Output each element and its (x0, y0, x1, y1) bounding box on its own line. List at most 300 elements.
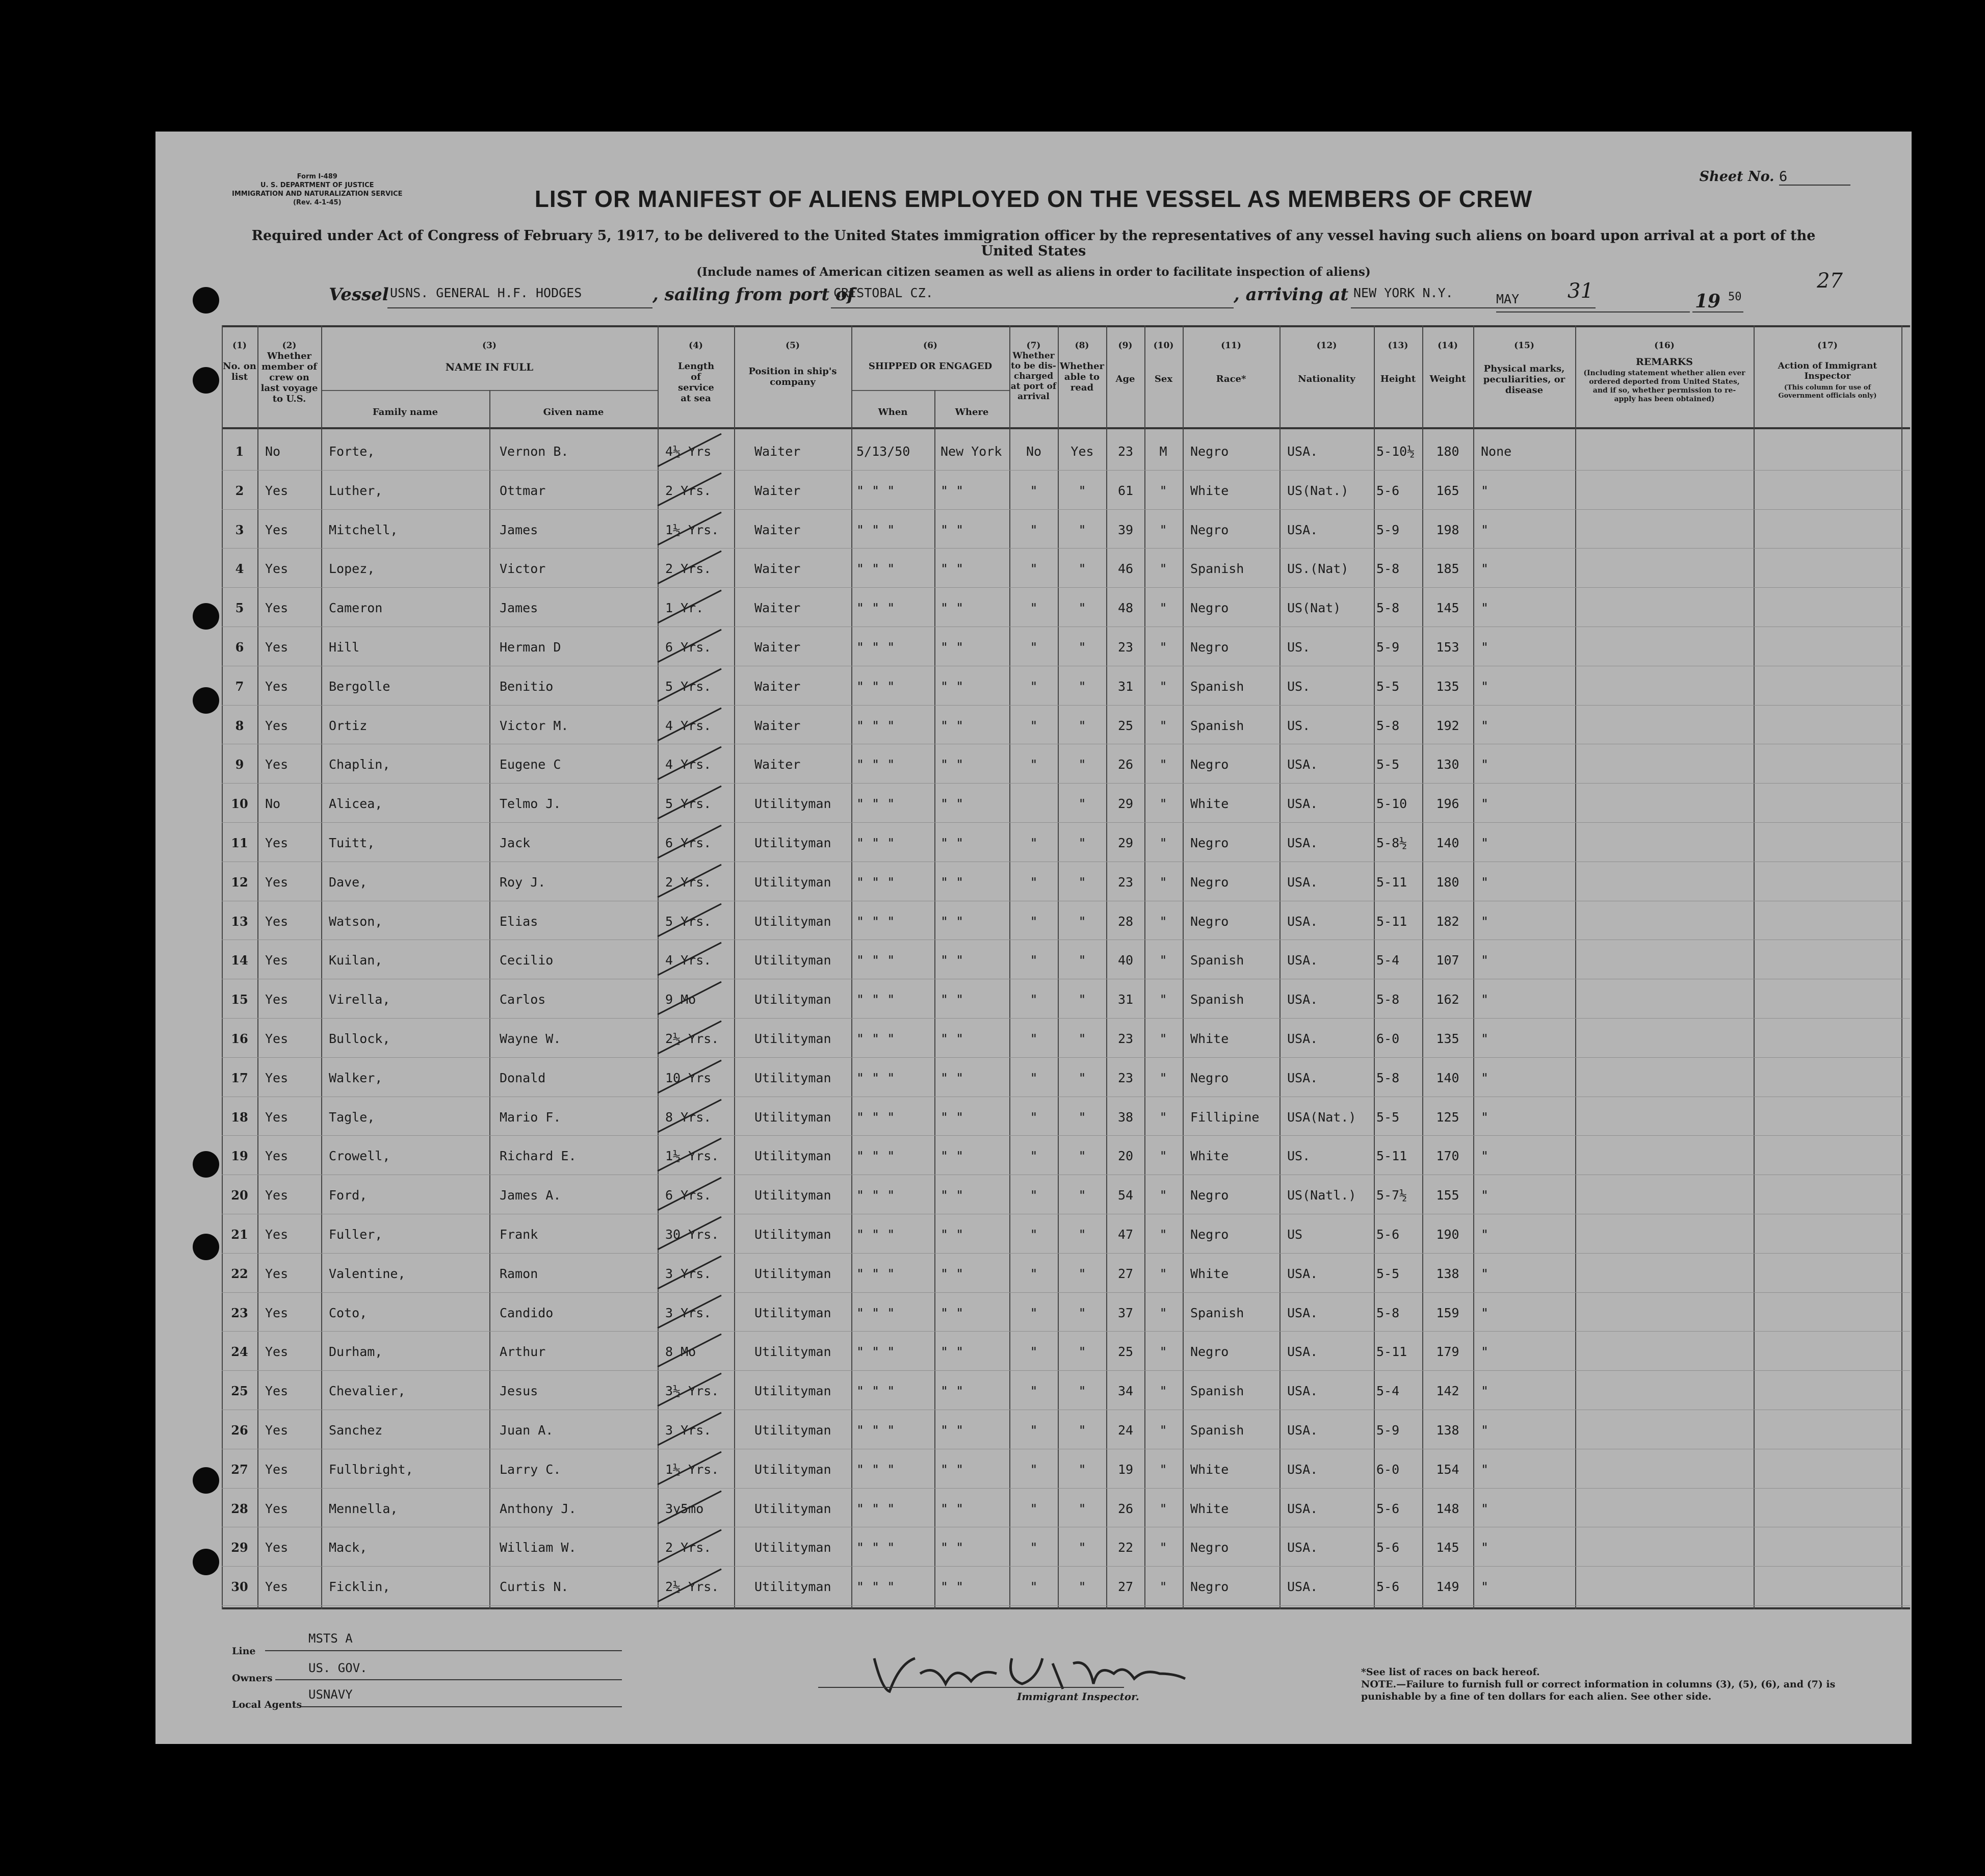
physical-marks-cell: " (1481, 483, 1489, 498)
position-cell: Utilityman (754, 1579, 831, 1595)
nationality-cell: USA. (1287, 1540, 1318, 1555)
height-cell: 5-9 (1376, 1423, 1400, 1438)
age-cell: 54 (1117, 1188, 1134, 1203)
weight-cell: 162 (1436, 992, 1459, 1007)
shipped-when-cell: " " " (856, 1070, 895, 1085)
physical-marks-cell: " (1481, 1423, 1489, 1438)
given-name-cell: Candido (500, 1305, 554, 1320)
shipped-when-cell: " " " (856, 1540, 895, 1555)
sex-cell: " (1159, 836, 1167, 850)
height-cell: 5-10 (1376, 796, 1407, 812)
row-number: 26 (231, 1423, 248, 1438)
able-to-read-cell: " (1078, 601, 1086, 616)
age-cell: 28 (1117, 914, 1134, 929)
able-to-read-cell: " (1078, 796, 1086, 812)
physical-marks-cell: " (1481, 796, 1489, 812)
sex-cell: " (1159, 1188, 1167, 1203)
height-cell: 5-6 (1376, 1227, 1400, 1242)
sex-cell: " (1159, 1462, 1167, 1477)
column-number: (11) (1221, 341, 1241, 351)
family-name-cell: Cameron (329, 601, 383, 616)
nationality-cell: USA. (1287, 1266, 1318, 1281)
family-name-cell: Ficklin, (329, 1579, 390, 1595)
height-cell: 5-8 (1376, 601, 1400, 616)
able-to-read-cell: " (1078, 561, 1086, 577)
service-length-cell: 4 Yrs. (665, 953, 712, 968)
column-sublabel: When (878, 407, 908, 418)
binder-hole (193, 1549, 219, 1575)
position-cell: Utilityman (754, 914, 831, 929)
nationality-cell: US (1287, 1227, 1303, 1242)
binder-hole (193, 603, 219, 630)
check-mark-icon (650, 626, 726, 666)
given-name-cell: Telmo J. (500, 796, 561, 812)
able-to-read-cell: " (1078, 1031, 1086, 1046)
sex-cell: " (1159, 483, 1167, 498)
nationality-cell: USA. (1287, 874, 1318, 890)
shipped-when-cell: " " " (856, 640, 895, 655)
able-to-read-cell: " (1078, 1227, 1086, 1242)
discharge-cell: " (1030, 992, 1038, 1007)
position-cell: Waiter (754, 718, 801, 733)
column-number: (13) (1388, 341, 1408, 351)
weight-cell: 148 (1436, 1501, 1459, 1516)
race-cell: Negro (1190, 836, 1229, 850)
form-id-line: (Rev. 4-1-45) (293, 199, 342, 206)
sex-cell: " (1159, 561, 1167, 577)
column-number: (1) (232, 341, 247, 351)
row-number: 9 (235, 757, 244, 772)
sex-cell: " (1159, 1227, 1167, 1242)
last-voyage-cell: No (265, 444, 281, 459)
shipped-where-cell: " " (941, 561, 964, 577)
local-agents-label: Local Agents (232, 1699, 302, 1710)
shipped-where-cell: " " (941, 1462, 964, 1477)
service-length-cell: 9 Mo (665, 992, 696, 1007)
discharge-cell: " (1030, 914, 1038, 929)
able-to-read-cell: " (1078, 640, 1086, 655)
given-name-cell: Larry C. (500, 1462, 561, 1477)
sex-cell: " (1159, 1149, 1167, 1164)
nationality-cell: USA. (1287, 914, 1318, 929)
race-cell: Spanish (1190, 992, 1244, 1007)
page-number: 27 (1817, 269, 1843, 293)
shipped-where-cell: " " (941, 1579, 964, 1595)
row-number: 19 (231, 1149, 248, 1164)
row-number: 11 (231, 836, 248, 850)
vessel-line (329, 284, 389, 305)
physical-marks-cell: " (1481, 953, 1489, 968)
arrival-month: MAY (1496, 292, 1520, 306)
vessel-name: USNS. GENERAL H.F. HODGES (390, 285, 582, 300)
column-sublabel: Where (955, 407, 989, 418)
check-mark-icon (650, 1448, 726, 1489)
family-name-cell: Mitchell, (329, 522, 398, 537)
discharge-cell: " (1030, 1344, 1038, 1360)
sheet-number (1700, 169, 1850, 186)
height-cell: 5-6 (1376, 483, 1400, 498)
family-name-cell: Kuilan, (329, 953, 383, 968)
age-cell: 31 (1117, 679, 1134, 694)
nationality-cell: USA. (1287, 992, 1318, 1007)
able-to-read-cell: " (1078, 1579, 1086, 1595)
weight-cell: 180 (1436, 874, 1459, 890)
family-name-cell: Mack, (329, 1540, 368, 1555)
physical-marks-cell: None (1481, 444, 1512, 459)
height-cell: 5-8 (1376, 1070, 1400, 1085)
year-prefix: 19 (1695, 291, 1721, 312)
check-mark-icon (650, 978, 726, 1019)
weight-cell: 107 (1436, 953, 1459, 968)
column-number: (7) (1026, 341, 1041, 351)
given-name-cell: Mario F. (500, 1109, 561, 1125)
given-name-cell: Arthur (500, 1344, 546, 1360)
physical-marks-cell: " (1481, 1070, 1489, 1085)
shipped-when-cell: " " " (856, 874, 895, 890)
service-length-cell: 4 Yrs. (665, 757, 712, 772)
check-mark-icon (650, 1056, 726, 1097)
weight-cell: 135 (1436, 679, 1459, 694)
discharge-cell: " (1030, 679, 1038, 694)
shipped-when-cell: " " " (856, 1579, 895, 1595)
physical-marks-cell: " (1481, 1149, 1489, 1164)
row-number: 21 (231, 1227, 248, 1242)
service-length-cell: 8 Yrs. (665, 1109, 712, 1125)
shipped-when-cell: " " " (856, 679, 895, 694)
position-cell: Utilityman (754, 1266, 831, 1281)
nationality-cell: USA. (1287, 836, 1318, 850)
position-cell: Waiter (754, 601, 801, 616)
page-title: LIST OR MANIFEST OF ALIENS EMPLOYED ON THE VESSEL AS MEMBERS OF CREW (534, 186, 1533, 212)
sex-cell: " (1159, 796, 1167, 812)
service-length-cell: 6 Yrs. (665, 1188, 712, 1203)
shipped-when-cell: " " " (856, 1423, 895, 1438)
row-number: 12 (231, 874, 248, 890)
shipped-when-cell: " " " (856, 796, 895, 812)
height-cell: 5-11 (1376, 1344, 1407, 1360)
race-cell: Negro (1190, 1188, 1229, 1203)
given-name-cell: Frank (500, 1227, 538, 1242)
row-number: 5 (235, 601, 244, 616)
able-to-read-cell: " (1078, 1423, 1086, 1438)
shipped-where-cell: " " (941, 1305, 964, 1320)
family-name-cell: Lopez, (329, 561, 375, 577)
column-sublabel: Family name (372, 407, 438, 418)
shipped-where-cell: " " (941, 992, 964, 1007)
nationality-cell: USA. (1287, 444, 1318, 459)
family-name-cell: Bullock, (329, 1031, 390, 1046)
able-to-read-cell: " (1078, 718, 1086, 733)
height-cell: 5-5 (1376, 679, 1400, 694)
discharge-cell: " (1030, 1540, 1038, 1555)
column-number: (8) (1075, 341, 1089, 351)
height-cell: 5-6 (1376, 1540, 1400, 1555)
row-number: 16 (231, 1031, 248, 1046)
shipped-when-cell: " " " (856, 718, 895, 733)
given-name-cell: Carlos (500, 992, 546, 1007)
age-cell: 29 (1117, 796, 1134, 812)
able-to-read-cell: " (1078, 914, 1086, 929)
column-number: (10) (1153, 341, 1174, 351)
race-cell: Spanish (1190, 718, 1244, 733)
shipped-when-cell: " " " (856, 1305, 895, 1320)
family-name-cell: Sanchez (329, 1423, 383, 1438)
physical-marks-cell: " (1481, 718, 1489, 733)
race-cell: Negro (1190, 522, 1229, 537)
able-to-read-cell: Yes (1070, 444, 1094, 459)
family-name-cell: Ortiz (329, 718, 368, 733)
crew-table (222, 325, 1910, 1610)
position-cell: Utilityman (754, 1070, 831, 1085)
position-cell: Utilityman (754, 1109, 831, 1125)
age-cell: 24 (1117, 1423, 1134, 1438)
height-cell: 5-5 (1376, 1266, 1400, 1281)
position-cell: Utilityman (754, 1344, 831, 1360)
check-mark-icon (650, 1291, 726, 1332)
check-mark-icon (650, 547, 726, 588)
column-number: (14) (1438, 341, 1458, 351)
check-mark-icon (650, 1330, 726, 1371)
vessel-label: Vessel (329, 284, 389, 305)
shipped-where-cell: " " (941, 914, 964, 929)
weight-cell: 125 (1436, 1109, 1459, 1125)
age-cell: 27 (1117, 1266, 1134, 1281)
last-voyage-cell: Yes (265, 1462, 289, 1477)
height-cell: 5-8 (1376, 1305, 1400, 1320)
discharge-cell: No (1026, 444, 1042, 459)
able-to-read-cell: " (1078, 679, 1086, 694)
weight-cell: 182 (1436, 914, 1459, 929)
service-length-cell: 3 Yrs. (665, 1266, 712, 1281)
service-length-cell: 4 Yrs. (665, 718, 712, 733)
discharge-cell: " (1030, 1305, 1038, 1320)
nationality-cell: US(Nat) (1287, 601, 1341, 616)
sailing-label: , sailing from port of (652, 284, 855, 305)
sex-cell: " (1159, 1031, 1167, 1046)
family-name-cell: Virella, (329, 992, 390, 1007)
column-note: (This column for use of Government officials only) (1778, 384, 1877, 400)
column-number: (9) (1118, 341, 1133, 351)
shipped-when-cell: " " " (856, 483, 895, 498)
age-cell: 46 (1117, 561, 1134, 577)
binder-hole (193, 1234, 219, 1260)
given-name-cell: Vernon B. (500, 444, 569, 459)
discharge-cell: " (1030, 1423, 1038, 1438)
shipped-when-cell: " " " (856, 1462, 895, 1477)
height-cell: 5-11 (1376, 1149, 1407, 1164)
given-name-cell: James (500, 601, 538, 616)
last-voyage-cell: Yes (265, 1384, 289, 1399)
sex-cell: " (1159, 522, 1167, 537)
check-mark-icon (650, 1369, 726, 1410)
nationality-cell: US. (1287, 1149, 1311, 1164)
local-agents-value: USNAVY (308, 1687, 353, 1702)
row-number: 10 (231, 796, 248, 812)
given-name-cell: Eugene C (500, 757, 561, 772)
row-number: 28 (231, 1501, 248, 1516)
service-length-cell: 2 Yrs. (665, 874, 712, 890)
service-length-cell: 4½ Yrs (665, 444, 712, 459)
sex-cell: " (1159, 992, 1167, 1007)
column-label: REMARKS (1635, 356, 1693, 368)
given-name-cell: Jack (500, 836, 531, 850)
family-name-cell: Tuitt, (329, 836, 375, 850)
weight-cell: 179 (1436, 1344, 1459, 1360)
able-to-read-cell: " (1078, 1501, 1086, 1516)
nationality-cell: US.(Nat) (1287, 561, 1349, 577)
family-name-cell: Alicea, (329, 796, 383, 812)
column-number: (16) (1654, 341, 1675, 351)
sheet-number-label: Sheet No. (1699, 169, 1774, 185)
discharge-cell: " (1030, 718, 1038, 733)
last-voyage-cell: Yes (265, 757, 289, 772)
position-cell: Waiter (754, 483, 801, 498)
discharge-cell: " (1030, 601, 1038, 616)
able-to-read-cell: " (1078, 874, 1086, 890)
race-cell: White (1190, 1501, 1229, 1516)
discharge-cell: " (1030, 1109, 1038, 1125)
discharge-cell: " (1030, 1149, 1038, 1164)
age-cell: 37 (1117, 1305, 1134, 1320)
last-voyage-cell: Yes (265, 561, 289, 577)
row-number: 17 (231, 1070, 248, 1085)
age-cell: 23 (1117, 1070, 1134, 1085)
row-number: 24 (231, 1344, 248, 1360)
shipped-where-cell: " " (941, 1227, 964, 1242)
last-voyage-cell: Yes (265, 1070, 289, 1085)
check-mark-icon (650, 1096, 726, 1136)
owners-value: US. GOV. (308, 1661, 368, 1675)
physical-marks-cell: " (1481, 601, 1489, 616)
note-label: NOTE. (1361, 1679, 1397, 1690)
row-number: 25 (231, 1384, 248, 1399)
binder-hole (193, 367, 219, 394)
nationality-cell: USA. (1287, 1579, 1318, 1595)
column-label: Whether member of crew on last voyage to U.S. (260, 351, 318, 404)
shipped-when-cell: " " " (856, 757, 895, 772)
nationality-cell: USA. (1287, 522, 1318, 537)
height-cell: 5-8 (1376, 561, 1400, 577)
port-from: CRISTOBAL CZ. (833, 285, 933, 300)
form-id-line: IMMIGRATION AND NATURALIZATION SERVICE (232, 190, 403, 198)
shipped-where-cell: " " (941, 757, 964, 772)
family-name-cell: Bergolle (329, 679, 390, 694)
binder-hole (193, 287, 219, 314)
service-length-cell: 3 Yrs. (665, 1423, 712, 1438)
position-cell: Utilityman (754, 1031, 831, 1046)
able-to-read-cell: " (1078, 953, 1086, 968)
nationality-cell: USA. (1287, 953, 1318, 968)
shipped-when-cell: " " " (856, 1109, 895, 1125)
family-name-cell: Crowell, (329, 1149, 390, 1164)
position-cell: Utilityman (754, 1305, 831, 1320)
position-cell: Utilityman (754, 1501, 831, 1516)
nationality-cell: USA. (1287, 1031, 1318, 1046)
nationality-cell: USA. (1287, 796, 1318, 812)
row-number: 30 (231, 1579, 248, 1595)
shipped-when-cell: " " " (856, 1384, 895, 1399)
age-cell: 23 (1117, 640, 1134, 655)
position-cell: Utilityman (754, 1540, 831, 1555)
given-name-cell: Cecilio (500, 953, 554, 968)
shipped-where-cell: " " (941, 953, 964, 968)
shipped-when-cell: " " " (856, 1031, 895, 1046)
height-cell: 5-10½ (1376, 444, 1415, 459)
discharge-cell: " (1030, 1462, 1038, 1477)
race-cell: White (1190, 483, 1229, 498)
check-mark-icon (650, 430, 726, 471)
physical-marks-cell: " (1481, 1109, 1489, 1125)
weight-cell: 140 (1436, 1070, 1459, 1085)
year-suffix: 50 (1728, 291, 1742, 303)
weight-cell: 190 (1436, 1227, 1459, 1242)
check-mark-icon (650, 821, 726, 862)
row-number: 18 (231, 1109, 248, 1125)
weight-cell: 149 (1436, 1579, 1459, 1595)
discharge-cell: " (1030, 1188, 1038, 1203)
nationality-cell: USA. (1287, 1462, 1318, 1477)
given-name-cell: William W. (500, 1540, 577, 1555)
page-subtitle: Required under Act of Congress of February 5, 1917, to be delivered to the United States immigration officer by the representatives of any vessel having such aliens on board upon arrival at a port of the United States (251, 228, 1816, 259)
column-number: (17) (1817, 341, 1838, 351)
shipped-where-cell: " " (941, 1344, 964, 1360)
physical-marks-cell: " (1481, 640, 1489, 655)
position-cell: Utilityman (754, 1384, 831, 1399)
shipped-when-cell: " " " (856, 601, 895, 616)
line-value: MSTS A (308, 1631, 353, 1646)
age-cell: 23 (1117, 874, 1134, 890)
nationality-cell: USA. (1287, 1344, 1318, 1360)
row-number: 6 (235, 640, 244, 655)
family-name-cell: Fuller, (329, 1227, 383, 1242)
service-length-cell: 6 Yrs. (665, 836, 712, 850)
physical-marks-cell: " (1481, 561, 1489, 577)
position-cell: Waiter (754, 522, 801, 537)
check-mark-icon (650, 1526, 726, 1567)
given-name-cell: Richard E. (500, 1149, 577, 1164)
check-mark-icon (650, 665, 726, 706)
weight-cell: 198 (1436, 522, 1459, 537)
physical-marks-cell: " (1481, 992, 1489, 1007)
discharge-cell: " (1030, 1266, 1038, 1281)
family-name-cell: Chevalier, (329, 1384, 406, 1399)
position-cell: Utilityman (754, 874, 831, 890)
last-voyage-cell: Yes (265, 836, 289, 850)
column-label: Position in ship's company (748, 366, 837, 387)
nationality-cell: USA. (1287, 1305, 1318, 1320)
given-name-cell: Roy J. (500, 874, 546, 890)
last-voyage-cell: Yes (265, 914, 289, 929)
position-cell: Utilityman (754, 1462, 831, 1477)
check-mark-icon (650, 469, 726, 510)
last-voyage-cell: Yes (265, 992, 289, 1007)
height-cell: 6-0 (1376, 1031, 1400, 1046)
column-sublabel: Given name (543, 407, 604, 418)
row-number: 1 (235, 444, 244, 459)
column-number: (3) (482, 341, 497, 351)
line-label: Line (232, 1646, 256, 1657)
last-voyage-cell: Yes (265, 1266, 289, 1281)
race-cell: Negro (1190, 1227, 1229, 1242)
column-label: Whether able to read (1059, 361, 1105, 393)
service-length-cell: 1 Yr. (665, 601, 704, 616)
row-number: 15 (231, 992, 248, 1007)
able-to-read-cell: " (1078, 522, 1086, 537)
discharge-cell: " (1030, 757, 1038, 772)
given-name-cell: Donald (500, 1070, 546, 1085)
sex-cell: " (1159, 718, 1167, 733)
given-name-cell: Ottmar (500, 483, 546, 498)
